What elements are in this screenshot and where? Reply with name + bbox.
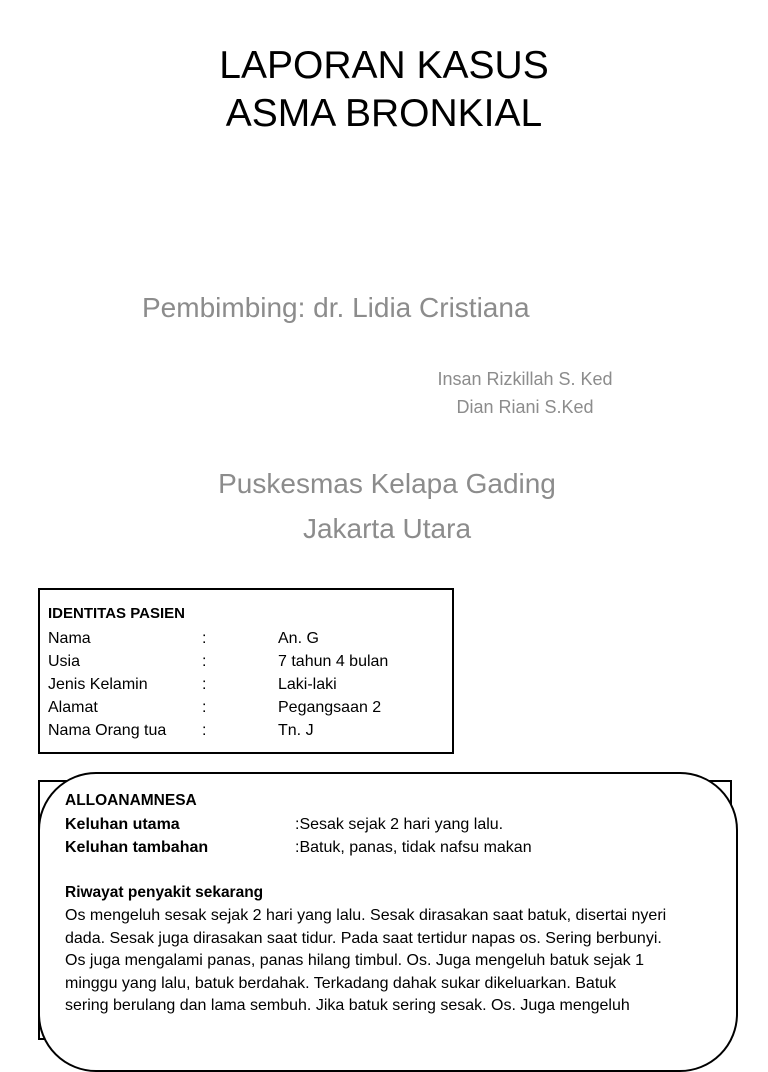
identity-value: Tn. J [278, 722, 314, 739]
history-line: dada. Sesak juga dirasakan saat tidur. Pada saat tertidur napas os. Sering berbunyi. [65, 929, 662, 947]
identity-label: Alamat [48, 699, 98, 716]
history-line: minggu yang lalu, batuk berdahak. Terkadang dahak sukar dikeluarkan. Batuk [65, 974, 617, 992]
patient-identity-box [38, 588, 454, 754]
identity-value: Pegangsaan 2 [278, 699, 382, 716]
institution [0, 461, 768, 551]
complaint-value: :Sesak sejak 2 hari yang lalu. [295, 816, 504, 833]
complaint-label: Keluhan utama [65, 816, 180, 833]
history-paragraph [65, 905, 725, 1018]
author-1: Insan Rizkillah S. Ked [437, 369, 613, 389]
title-line-1: LAPORAN KASUS [219, 44, 549, 87]
complaint-label: Keluhan tambahan [65, 839, 209, 856]
identity-label: Usia [48, 653, 81, 670]
title-line-2: ASMA BRONKIAL [225, 92, 543, 135]
history-line: Os mengeluh sesak sejak 2 hari yang lalu. Sesak dirasakan saat batuk, disertai nyeri [65, 907, 667, 924]
history-line: sering berulang dan lama sembuh. Jika batuk sering sesak. Os. Juga mengeluh [65, 997, 630, 1014]
complaint-value: :Batuk, panas, tidak nafsu makan [295, 839, 532, 856]
identity-separator: : [202, 699, 207, 716]
institution-line-1: Puskesmas Kelapa Gading [218, 468, 556, 499]
identity-separator: : [202, 630, 207, 647]
identity-separator: : [202, 676, 207, 693]
history-header: Riwayat penyakit sekarang [65, 884, 264, 901]
authors [400, 365, 650, 421]
document-title [0, 42, 768, 138]
patient-identity-header: IDENTITAS PASIEN [48, 605, 185, 622]
identity-label: Nama Orang tua [48, 722, 167, 739]
identity-separator: : [202, 722, 207, 739]
identity-label: Nama [48, 630, 91, 647]
author-2: Dian Riani S.Ked [456, 397, 594, 417]
alloanamnesa-header: ALLOANAMNESA [65, 792, 197, 809]
identity-label: Jenis Kelamin [48, 676, 148, 693]
identity-separator: : [202, 653, 207, 670]
history-line: Os juga mengalami panas, panas hilang timbul. Os. Juga mengeluh batuk sejak 1 [65, 952, 645, 969]
identity-value: Laki-laki [278, 676, 337, 693]
institution-line-2: Jakarta Utara [302, 513, 472, 544]
identity-value: 7 tahun 4 bulan [278, 653, 389, 670]
supervisor-line: Pembimbing: dr. Lidia Cristiana [142, 292, 530, 323]
identity-value: An. G [278, 630, 319, 647]
